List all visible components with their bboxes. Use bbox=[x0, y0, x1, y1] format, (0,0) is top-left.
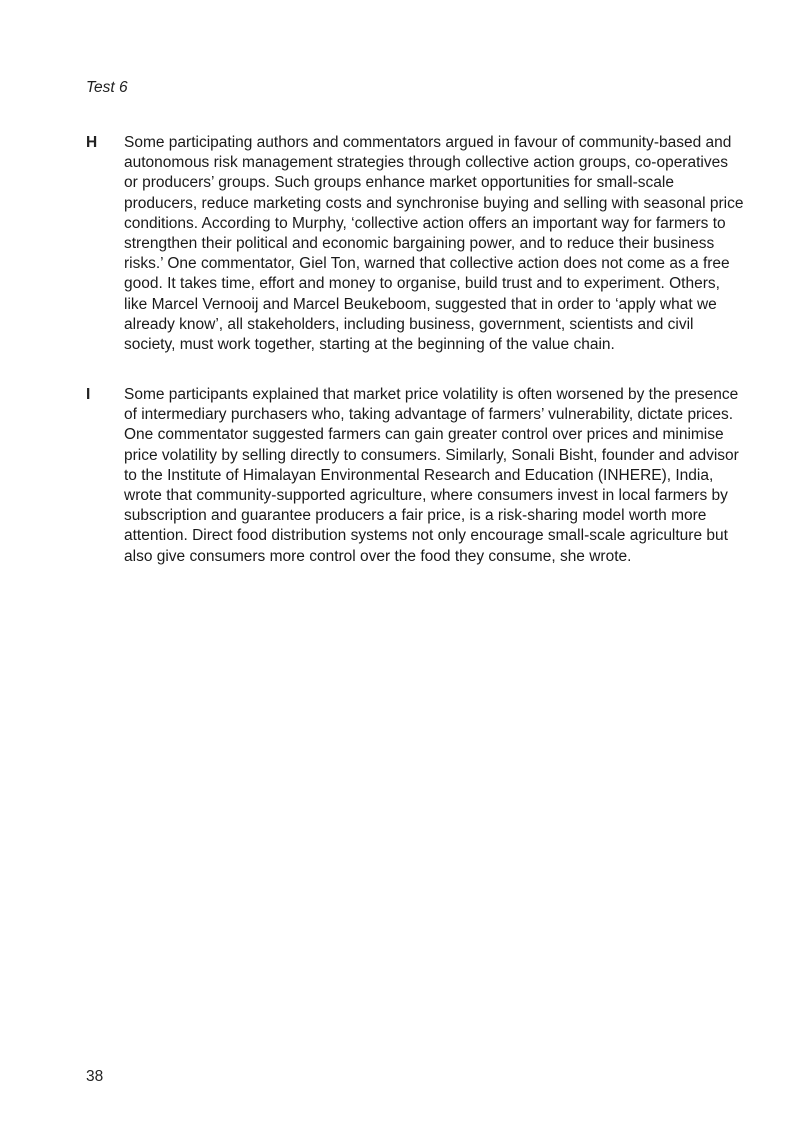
section-i bbox=[86, 385, 746, 567]
section-h bbox=[86, 133, 746, 355]
page-header: Test 6 bbox=[86, 79, 128, 96]
section-letter: H bbox=[86, 134, 98, 151]
section-letter: I bbox=[86, 386, 91, 403]
page-number: 38 bbox=[86, 1068, 104, 1085]
section-paragraph: Some participants explained that market price volatility is often worsened by the presence of intermediary purchasers who, taking advantage of farmers’ vulnerability, dictate prices. One commentator suggested farmers can gain greater control over prices and minimise price volatility by selling directly to consumers. Similarly, Sonali Bisht, founder and advisor to the Institute of Himalayan Environmental Research and Education (INHERE), India, wrote that community-supported agriculture, where consumers invest in local farmers by subscription and guarantee producers a fair price, is a risk-sharing model worth more attention. Direct food distribution systems not only encourage small-scale agriculture but also give consumers more control over the food they consume, she wrote. bbox=[124, 386, 739, 565]
section-paragraph: Some participating authors and commentators argued in favour of community-based and autonomous risk management strategies through collective action groups, co-operatives or producers’ groups. Such groups enhance market opportunities for small-scale producers, reduce marketing costs and synchronise buying and selling with seasonal price conditions. According to Murphy, ‘collective action offers an important way for farmers to strengthen their political and economic bargaining power, and to reduce their business risks.’ One commentator, Giel Ton, warned that collective action does not come as a free good. It takes time, effort and money to organise, build trust and to experiment. Others, like Marcel Vernooij and Marcel Beukeboom, suggested that in order to ‘apply what we already know’, all stakeholders, including business, government, scientists and civil society, must work together, starting at the beginning of the value chain. bbox=[124, 134, 744, 354]
